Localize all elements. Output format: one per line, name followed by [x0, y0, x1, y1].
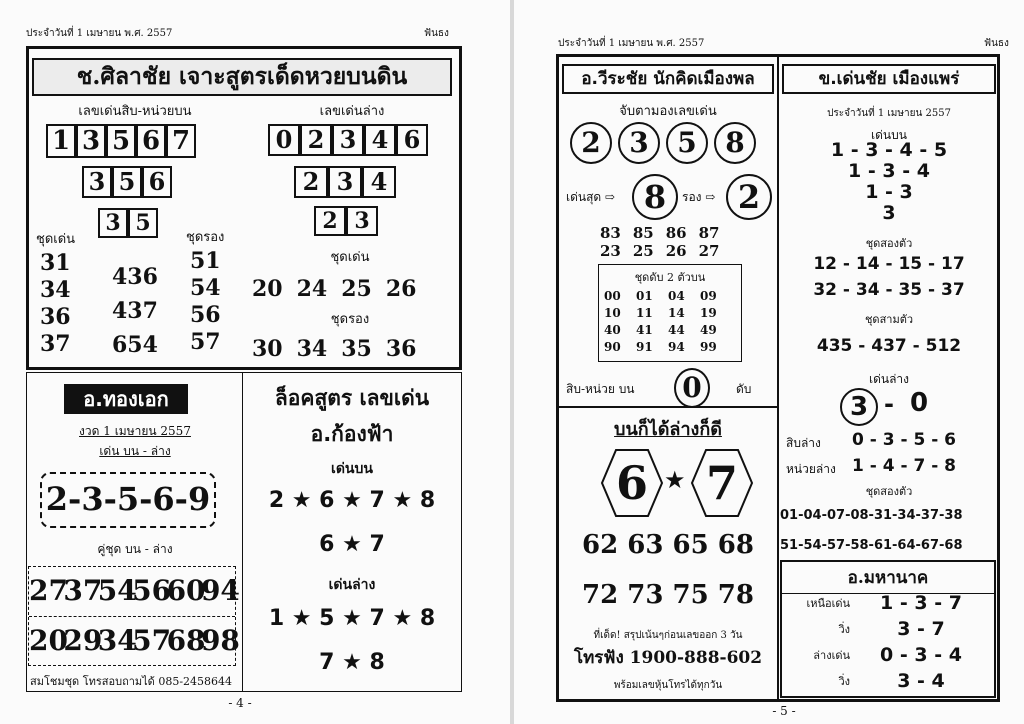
digit: 2: [300, 124, 332, 156]
digit: 3: [82, 166, 112, 198]
weerachai-row1: [600, 224, 720, 242]
second-number-circle: 2: [726, 174, 772, 220]
lower-number-2: 0: [910, 388, 929, 418]
denchai-upper-label: เด่นบน: [871, 128, 907, 142]
mahanak-rows: [784, 590, 992, 694]
digit: 6: [396, 124, 428, 156]
grid-cell: 90: [604, 340, 621, 354]
number-circle: 5: [666, 122, 708, 164]
grid-cell: 57: [132, 624, 172, 657]
grid-row: [604, 339, 732, 356]
pairs-label: ชุดสองตัว: [865, 485, 913, 498]
digit: 5: [106, 124, 136, 158]
grid-cell: 56: [132, 574, 172, 607]
promo-text: ที่เด็ด! สรุปเน้นๆก่อนเลขออก 3 วัน: [593, 630, 743, 641]
right-main-label: ชุดเด่น: [330, 250, 370, 265]
number: 51: [190, 248, 221, 274]
thongek-banner: อ.ทองเอก: [64, 384, 188, 414]
digit: 4: [362, 166, 396, 198]
denchai-lower-label: เด่นล่าง: [868, 372, 910, 386]
number: 26: [665, 242, 687, 260]
kongfa-upper-row2: 6 ★ 7: [319, 532, 385, 557]
number: 437: [112, 298, 158, 324]
left-row3: [98, 208, 158, 238]
promo-phone: โทรฟัง 1900-888-602: [573, 648, 763, 668]
grid-cell: 09: [700, 289, 717, 303]
units-label: หน่วยล่าง: [786, 462, 836, 476]
mahanak-row-label: วิ่ง: [838, 623, 850, 636]
right-header-brand: ฟันธง: [984, 38, 1009, 49]
digit: 7: [166, 124, 196, 158]
mahanak-row-label: เหนือเด่น: [806, 597, 850, 610]
lower-number-circle: 3: [840, 388, 878, 426]
denchai-title: ข.เด่นชัย เมืองแพร่: [782, 64, 996, 94]
weerachai-row2: [600, 242, 720, 260]
left-header-brand: ฟันธง: [424, 28, 449, 39]
grid-row: [604, 288, 732, 305]
digit: 5: [128, 208, 158, 238]
left-bottom-divider: [242, 372, 243, 692]
grid-cell: 40: [604, 323, 621, 337]
thongek-footer: สมโชมชุด โทรสอบถามได้ 085-2458644: [30, 675, 233, 688]
grid-cell: 20: [29, 624, 68, 657]
best-number-circle: 8: [632, 174, 678, 220]
thongek-sub: เด่น บน - ล่าง: [99, 444, 171, 458]
number: 654: [112, 332, 158, 358]
kongfa-lower-row1: 1 ★ 5 ★ 7 ★ 8: [268, 606, 436, 631]
right-header-date: ประจำวันที่ 1 เมษายน พ.ศ. 2557: [558, 38, 705, 49]
mahanak-row: [784, 642, 992, 668]
grid-row: [604, 322, 732, 339]
hexagon-right-number: 7: [705, 456, 738, 510]
digit: 1: [46, 124, 76, 158]
left-row1: [46, 124, 196, 158]
dead-suffix: ดับ: [736, 382, 752, 396]
mahanak-row: [784, 668, 992, 694]
right-row3: [314, 206, 378, 236]
digit: 4: [364, 124, 396, 156]
number: 26: [385, 276, 417, 302]
tens-label: สิบล่าง: [786, 436, 821, 450]
denchai-two-row1: 12 - 14 - 15 - 17: [813, 254, 965, 274]
onbon-line1: 62 63 65 68: [582, 530, 754, 560]
left-col-a: [40, 250, 71, 358]
number: 23: [600, 242, 621, 260]
grid-cell: 19: [700, 306, 717, 320]
left-page-number: - 4 -: [228, 696, 252, 710]
grid-cell: 14: [668, 306, 685, 320]
grid-cell: 54: [97, 574, 137, 607]
left-col-c: [190, 248, 221, 356]
grid-cell: 29: [63, 624, 103, 657]
number-circle: 3: [618, 122, 660, 164]
digit: 2: [294, 166, 328, 198]
grid-cell: 27: [29, 574, 68, 607]
best-label: เด่นสุด ⇨: [566, 190, 616, 204]
grid-row: [604, 305, 732, 322]
thongek-pairs-label: คู่ชุด บน - ล่าง: [97, 542, 173, 556]
grid-cell: 94: [668, 340, 685, 354]
second-label: รอง ⇨: [682, 190, 716, 204]
grid-cell: 91: [636, 340, 653, 354]
sub-set-label: ชุดรอง: [186, 230, 225, 245]
tens-value: 0 - 3 - 5 - 6: [852, 430, 956, 450]
pairs-row2: 51-54-57-58-61-64-67-68: [780, 538, 963, 553]
right-row2: [294, 166, 396, 198]
digit: 6: [142, 166, 172, 198]
kongfa-lower-row2: 7 ★ 8: [319, 650, 385, 675]
grid-cell: 60: [166, 574, 206, 607]
number: 31: [40, 250, 71, 276]
grid-cell: 98: [200, 624, 240, 657]
thongek-draw: งวด 1 เมษายน 2557: [79, 424, 191, 438]
digit: 3: [328, 166, 362, 198]
onbon-title: บนก็ได้ล่างก็ดี: [614, 419, 722, 440]
tri-row: 1 - 3 - 4: [848, 160, 930, 182]
digit: 2: [314, 206, 346, 236]
number: 34: [296, 336, 328, 362]
left-row2: [82, 166, 172, 198]
right-label-lower: เลขเด่นล่าง: [319, 104, 385, 119]
grid-cell: 94: [200, 574, 240, 607]
denchai-two-row2: 32 - 34 - 35 - 37: [813, 280, 965, 300]
kongfa-lower-label: เด่นล่าง: [328, 577, 376, 593]
grid-cell: 44: [668, 323, 685, 337]
right-page: [514, 0, 1024, 724]
right-column-divider: [777, 56, 779, 700]
tri-row: 1 - 3: [865, 181, 913, 203]
units-value: 1 - 4 - 7 - 8: [852, 456, 956, 476]
number: 85: [632, 224, 654, 242]
denchai-date: ประจำวันที่ 1 เมษายน 2557: [827, 108, 951, 119]
number: 30: [252, 336, 283, 362]
right-sub-row: [252, 336, 417, 362]
number-circle: 8: [714, 122, 756, 164]
grid-row: [29, 567, 240, 617]
number: 57: [190, 329, 221, 355]
weerachai-circles: [570, 122, 756, 164]
grid-cell: 49: [700, 323, 717, 337]
number: 35: [341, 336, 372, 362]
number: 20: [252, 276, 283, 302]
number: 27: [698, 242, 720, 260]
kongfa-title1: ล็อคสูตร เลขเด่น: [274, 386, 430, 410]
denchai-two-label: ชุดสองตัว: [865, 237, 913, 250]
mahanak-row-label: ล่างเด่น: [813, 649, 850, 662]
hexagon-left-number: 6: [615, 456, 648, 510]
number: 25: [632, 242, 654, 260]
tri-row: 1 - 3 - 4 - 5: [830, 139, 948, 161]
thongek-big-number: 2-3-5-6-9: [40, 472, 216, 528]
mahanak-row-value: 3 - 4: [897, 670, 945, 692]
number: 436: [112, 264, 158, 290]
digit: 5: [112, 166, 142, 198]
grid-cell: 00: [604, 289, 621, 303]
tri-row: 3: [882, 202, 896, 224]
kongfa-upper-row1: 2 ★ 6 ★ 7 ★ 8: [268, 488, 436, 513]
dead-grid: [604, 288, 732, 356]
number: 86: [665, 224, 687, 242]
dead-number-circle: 0: [674, 368, 710, 408]
denchai-three-label: ชุดสามตัว: [864, 313, 914, 326]
lower-dash: -: [884, 390, 894, 418]
thongek-grid: [28, 566, 240, 666]
grid-cell: 68: [166, 624, 206, 657]
kongfa-upper-label: เด่นบน: [331, 461, 373, 477]
dead-label: สิบ-หน่วย บน: [566, 382, 635, 396]
weerachai-subtitle: จับตามองเลขเด่น: [619, 104, 717, 119]
digit: 3: [332, 124, 364, 156]
number: 34: [40, 277, 71, 303]
denchai-three-row: 435 - 437 - 512: [816, 336, 962, 356]
pairs-row1: 01-04-07-08-31-34-37-38: [780, 508, 963, 523]
promo-text-2: พร้อมเลขหุ้นโทรได้ทุกวัน: [613, 680, 723, 691]
col1-divider: [558, 406, 777, 408]
grid-cell: 37: [63, 574, 103, 607]
mahanak-row-value: 0 - 3 - 4: [880, 644, 962, 666]
mahanak-title: อ.มหานาค: [782, 564, 994, 594]
grid-row: [29, 617, 240, 665]
grid-cell: 11: [636, 306, 653, 320]
main-set-label: ชุดเด่น: [36, 232, 76, 247]
onbon-line2: 72 73 75 78: [582, 580, 754, 610]
mahanak-row: [784, 590, 992, 616]
right-row1: [268, 124, 428, 156]
grid-cell: 41: [636, 323, 653, 337]
number: 36: [40, 304, 71, 330]
mahanak-row-value: 1 - 3 - 7: [880, 592, 962, 614]
left-col-b: [112, 260, 158, 362]
grid-cell: 04: [668, 289, 685, 303]
silachai-title: ช.ศิลาชัย เจาะสูตรเด็ดหวยบนดิน: [32, 58, 452, 96]
dead-grid-title: ชุดดับ 2 ตัวบน: [634, 271, 706, 284]
kongfa-title2: อ.ก้องฟ้า: [310, 422, 394, 446]
digit: 3: [346, 206, 378, 236]
star-icon: ★: [664, 466, 686, 494]
grid-cell: 10: [604, 306, 621, 320]
right-sub-label: ชุดรอง: [330, 312, 370, 327]
number: 83: [600, 224, 621, 242]
number: 25: [341, 276, 372, 302]
mahanak-row: [784, 616, 992, 642]
mahanak-row-value: 3 - 7: [897, 618, 945, 640]
left-label-tens-units: เลขเด่นสิบ-หน่วยบน: [78, 104, 192, 119]
digit: 6: [136, 124, 166, 158]
right-main-row: [252, 276, 417, 302]
number: 24: [296, 276, 328, 302]
number: 56: [190, 302, 221, 328]
weerachai-title: อ.วีระชัย นักคิดเมืองพล: [562, 64, 774, 94]
digit: 3: [76, 124, 106, 158]
denchai-tri: [782, 140, 996, 224]
mahanak-row-label: วิ่ง: [838, 675, 850, 688]
number-circle: 2: [570, 122, 612, 164]
digit: 3: [98, 208, 128, 238]
left-header-date: ประจำวันที่ 1 เมษายน พ.ศ. 2557: [26, 28, 173, 39]
grid-cell: 99: [700, 340, 717, 354]
digit: 0: [268, 124, 300, 156]
right-page-number: - 5 -: [772, 704, 796, 718]
grid-cell: 34: [97, 624, 137, 657]
number: 87: [698, 224, 720, 242]
number: 36: [385, 336, 417, 362]
grid-cell: 01: [636, 289, 653, 303]
number: 37: [40, 331, 71, 357]
number: 54: [190, 275, 221, 301]
